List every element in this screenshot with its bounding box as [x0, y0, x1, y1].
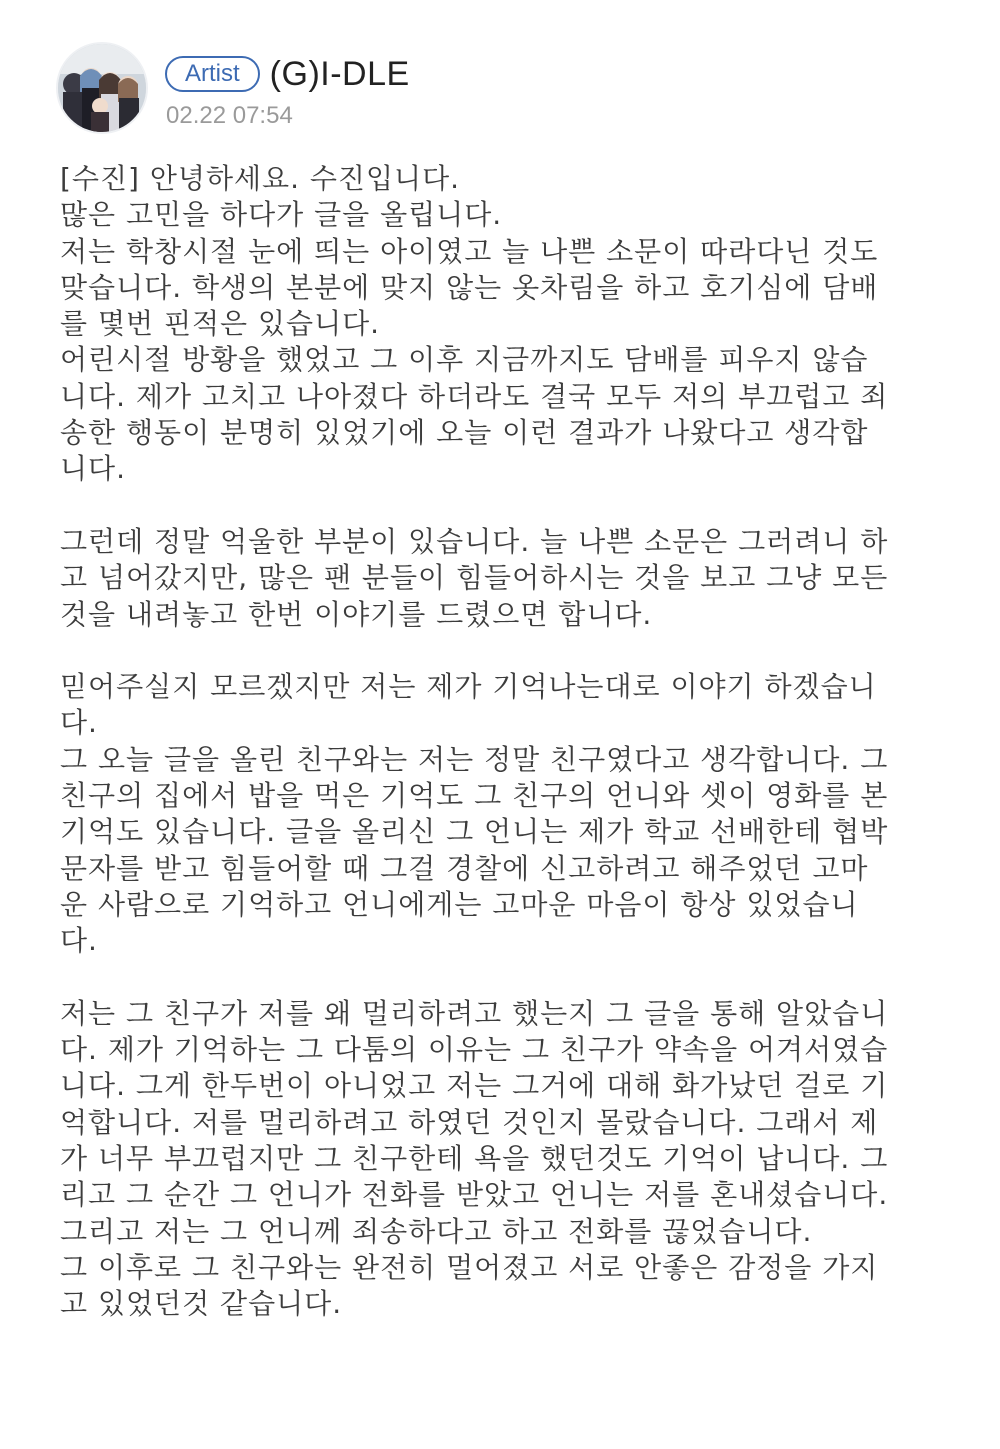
post-text-line: 리고 그 순간 그 언니가 전화를 받았고 언니는 저를 혼내셨습니다. [60, 1178, 889, 1212]
post-text-line: 다. 제가 기억하는 그 다툼의 이유는 그 친구가 약속을 어겨서였습 [60, 1033, 889, 1067]
post-text-line: 저는 학창시절 눈에 띄는 아이였고 늘 나쁜 소문이 따라다닌 것도 [60, 234, 879, 268]
post-text-line: 다. [60, 924, 98, 958]
post-text-line: 그 오늘 글을 올린 친구와는 저는 정말 친구였다고 생각합니다. 그 [60, 742, 889, 776]
post-text-line: 어린시절 방황을 했었고 그 이후 지금까지도 담배를 피우지 않습 [60, 343, 869, 377]
group-photo-image [58, 44, 146, 132]
post-text-line: 운 사람으로 기억하고 언니에게는 고마운 마음이 항상 있었습니 [60, 887, 859, 921]
artist-badge: Artist [165, 56, 260, 92]
post-text-line: 그리고 저는 그 언니께 죄송하다고 하고 전화를 끊었습니다. [60, 1214, 813, 1248]
post-text-line: 많은 고민을 하다가 글을 올립니다. [60, 198, 503, 232]
post-text-line: 다. [60, 706, 98, 740]
post-text-line: 것을 내려놓고 한번 이야기를 드렸으면 합니다. [60, 597, 653, 631]
post-text-line: 저는 그 친구가 저를 왜 멀리하려고 했는지 그 글을 통해 알았습니 [60, 996, 889, 1030]
author-name[interactable]: (G)I-DLE [269, 54, 410, 93]
post-text-line: 그런데 정말 억울한 부분이 있습니다. 늘 나쁜 소문은 그러려니 하 [60, 524, 889, 558]
post-timestamp: 02.22 07:54 [166, 102, 293, 129]
post-text-line: 고 있었던것 같습니다. [60, 1287, 343, 1321]
post-text-line: 고 넘어갔지만, 많은 팬 분들이 힘들어하시는 것을 보고 그냥 모든 [60, 561, 889, 595]
post-header [58, 44, 958, 134]
post-text-line: [수진] 안녕하세요. 수진입니다. [60, 162, 461, 195]
post-text-line: 문자를 받고 힘들어할 때 그걸 경찰에 신고하려고 해주었던 고마 [60, 851, 869, 885]
post-text-line: 니다. 그게 한두번이 아니었고 저는 그거에 대해 화가났던 걸로 기 [60, 1069, 889, 1103]
author-row [165, 54, 410, 94]
post-text-line: 기억도 있습니다. 글을 올리신 그 언니는 제가 학교 선배한테 협박 [60, 815, 889, 849]
paragraph-gap [60, 488, 940, 524]
post-text-line: 믿어주실지 모르겠지만 저는 제가 기억나는대로 이야기 하겠습니 [60, 670, 877, 704]
post-text-line: 니다. 제가 고치고 나아졌다 하더라도 결국 모두 저의 부끄럽고 죄 [60, 379, 889, 413]
paragraph-gap [60, 960, 940, 996]
paragraph-gap [60, 633, 940, 669]
post-text-line: 가 너무 부끄럽지만 그 친구한테 욕을 했던것도 기억이 납니다. 그 [60, 1142, 889, 1176]
author-avatar[interactable] [58, 44, 146, 132]
post-text-line: 친구의 집에서 밥을 먹은 기억도 그 친구의 언니와 셋이 영화를 본 [60, 779, 889, 813]
post-text-line: 그 이후로 그 친구와는 완전히 멀어졌고 서로 안좋은 감정을 가지 [60, 1250, 879, 1284]
post-text-line: 니다. [60, 452, 126, 486]
post-text-line: 송한 행동이 분명히 있었기에 오늘 이런 결과가 나왔다고 생각합 [60, 416, 869, 450]
post-text-line: 맞습니다. 학생의 본분에 맞지 않는 옷차림을 하고 호기심에 담배 [60, 270, 879, 304]
post-text-line: 를 몇번 핀적은 있습니다. [60, 307, 381, 341]
post-body [60, 161, 940, 1323]
post-text-line: 억합니다. 저를 멀리하려고 하였던 것인지 몰랐습니다. 그래서 제 [60, 1105, 879, 1139]
